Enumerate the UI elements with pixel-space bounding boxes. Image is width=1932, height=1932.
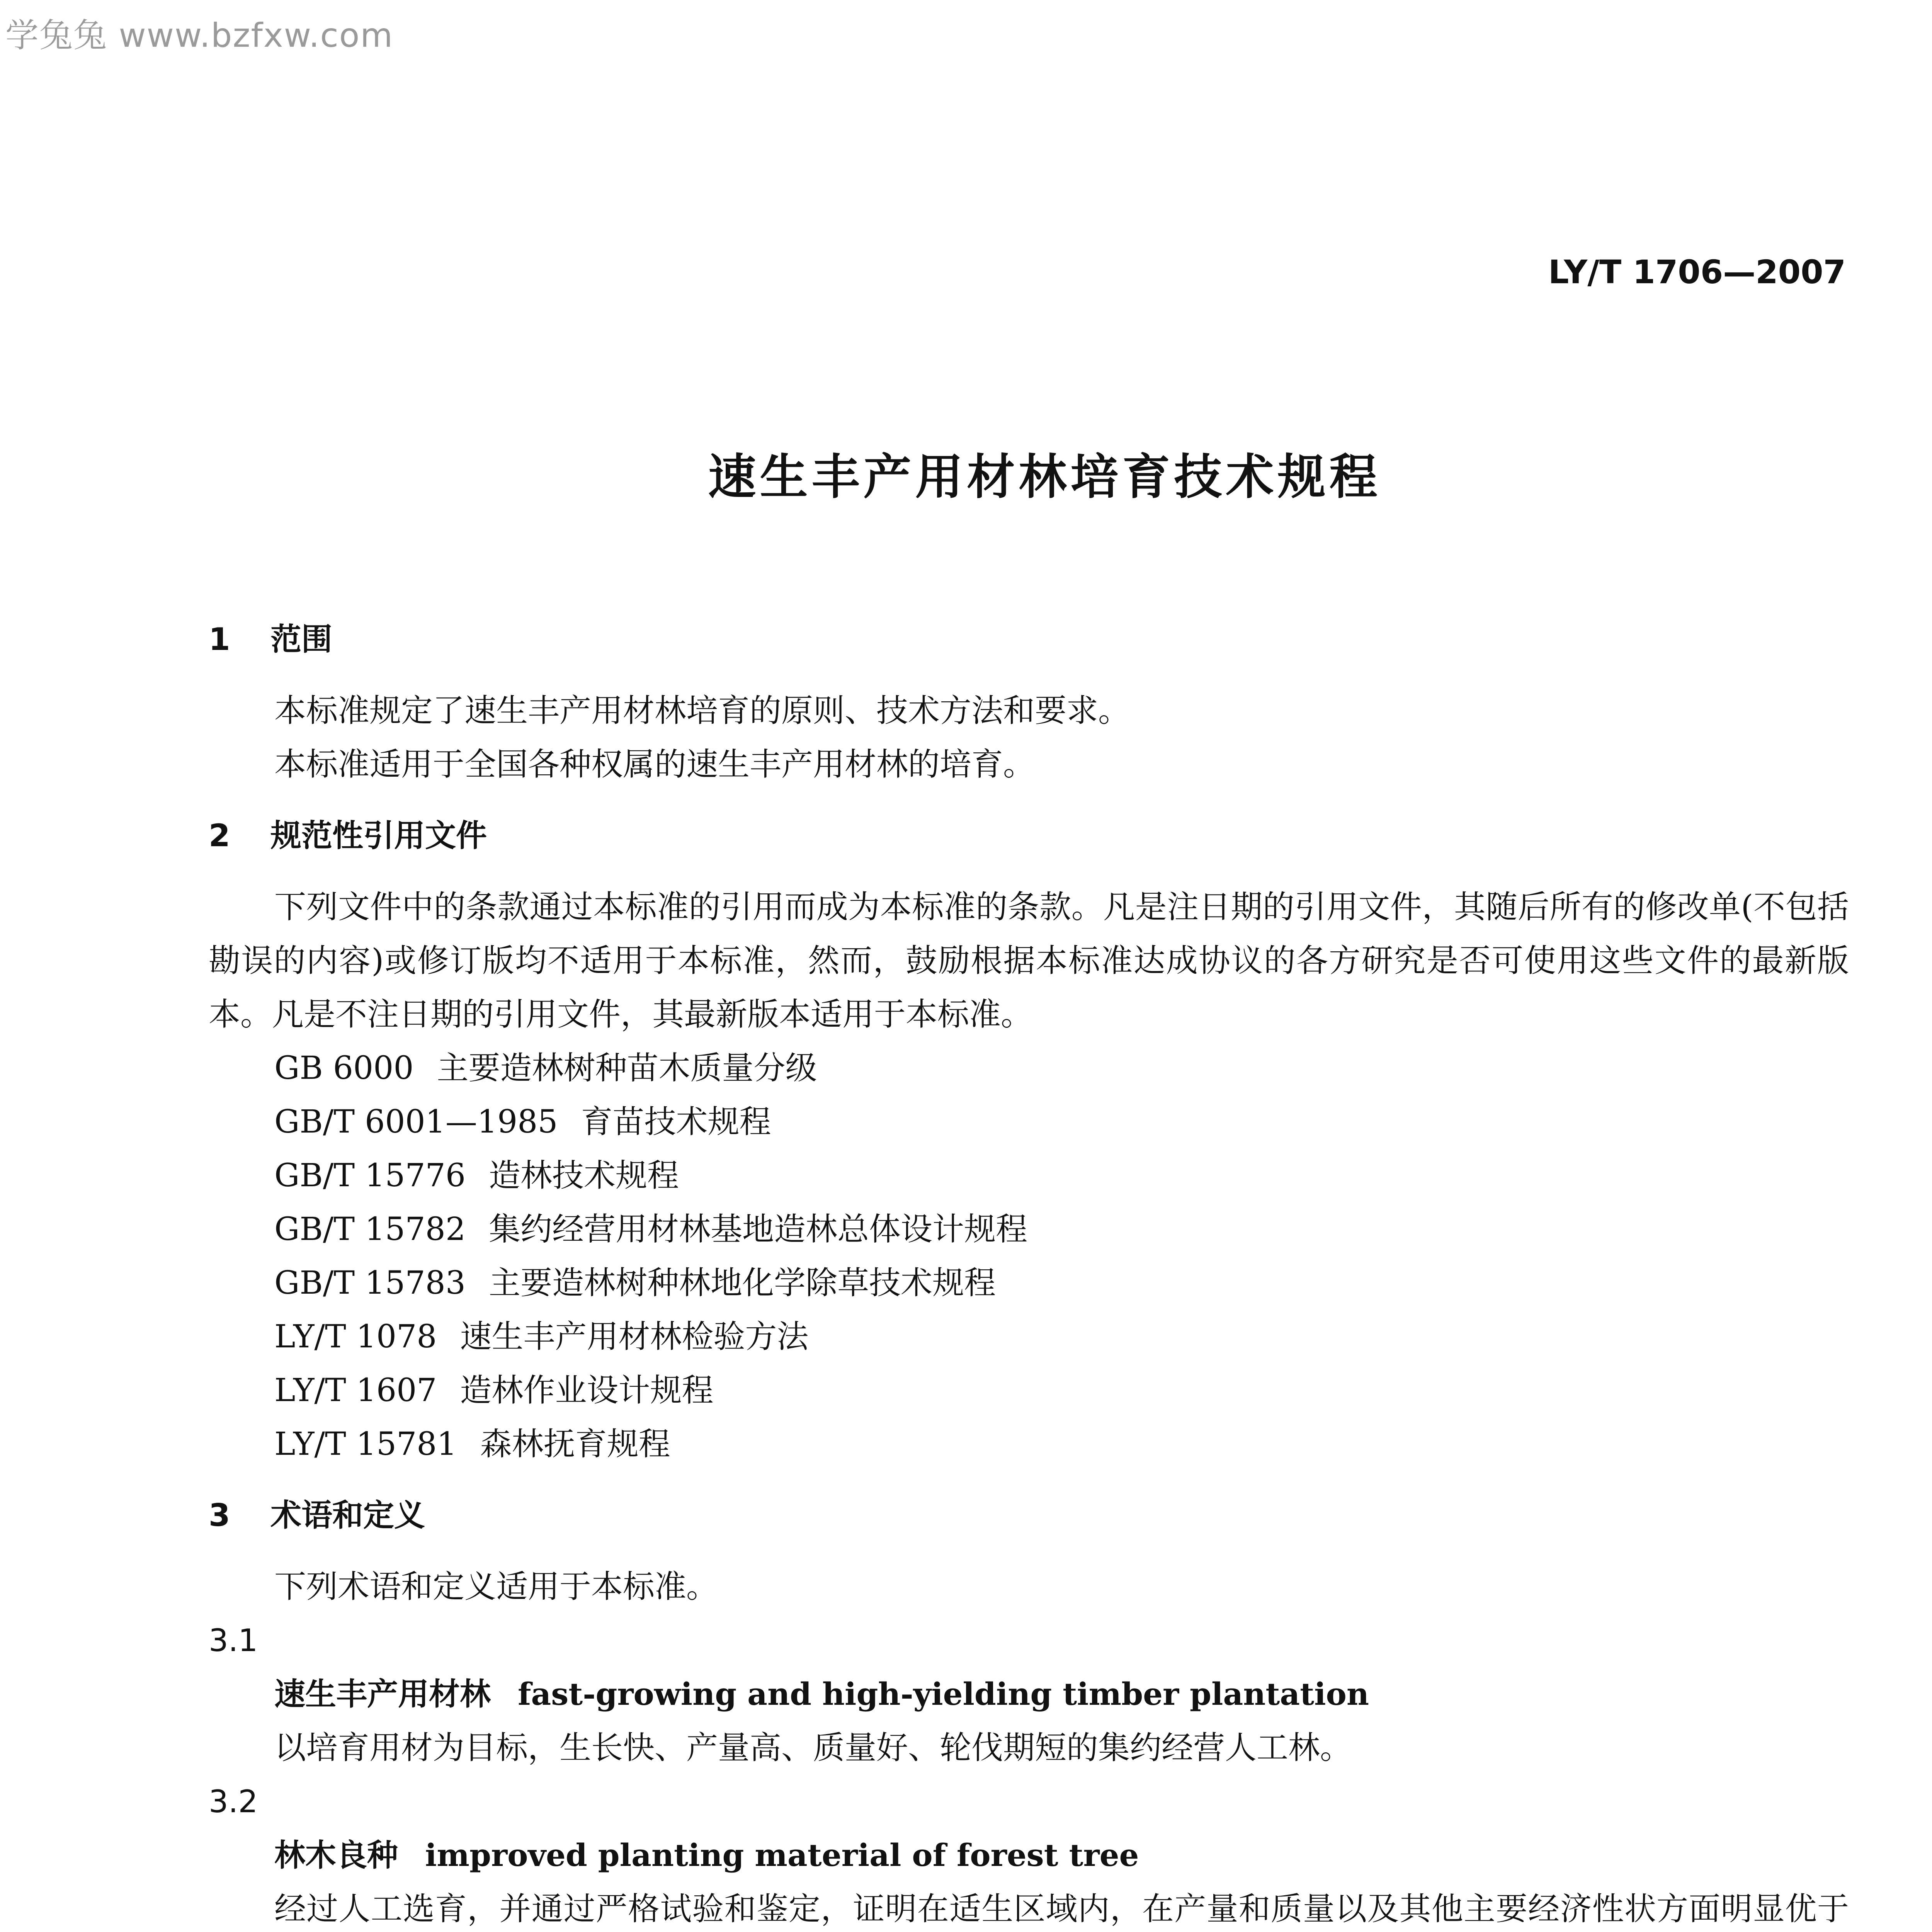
reference-code: GB/T 15776: [274, 1157, 466, 1194]
term-name: [209, 1828, 1849, 1882]
reference-title: 集约经营用材林基地造林总体设计规程: [489, 1211, 1028, 1248]
reference-item: [209, 1417, 1849, 1471]
reference-code: LY/T 1607: [274, 1372, 437, 1409]
reference-code: LY/T 15781: [274, 1426, 457, 1463]
section-heading: [209, 612, 1849, 667]
section-terms-and-definitions: [209, 1488, 1849, 1932]
reference-title: 造林技术规程: [489, 1157, 679, 1194]
reference-code: GB/T 15782: [274, 1211, 466, 1248]
reference-item: [209, 1364, 1849, 1417]
term-entry: [209, 1614, 1849, 1775]
reference-title: 速生丰产用材林检验方法: [460, 1318, 809, 1355]
section-title: 规范性引用文件: [270, 818, 487, 854]
term-name: [209, 1667, 1849, 1721]
document-body: [209, 612, 1849, 1932]
section-scope: [209, 612, 1849, 791]
section-number: 3: [209, 1497, 230, 1533]
term-number: 3.1: [209, 1622, 258, 1658]
paragraph: 下列术语和定义适用于本标准。: [274, 1568, 718, 1605]
reference-code: LY/T 1078: [274, 1318, 437, 1355]
document-title: 速生丰产用材林培育技术规程: [708, 449, 1381, 505]
reference-code: GB/T 15783: [274, 1265, 466, 1301]
term-definition: 经过人工选育，并通过严格试验和鉴定，证明在适生区域内，在产量和质量以及其他主要经济性状方面明显优于: [274, 1891, 1849, 1927]
reference-title: 造林作业设计规程: [460, 1372, 714, 1409]
term-definition: 以培育用材为目标，生长快、产量高、质量好、轮伐期短的集约经营人工林。: [274, 1730, 1352, 1766]
paragraph: 本标准规定了速生丰产用材林培育的原则、技术方法和要求。: [274, 692, 1130, 729]
term-en: fast-growing and high-yielding timber plantation: [518, 1676, 1369, 1712]
section-heading: [209, 809, 1849, 863]
term-entry: [209, 1775, 1849, 1932]
section-number: 1: [209, 621, 230, 657]
term-en: improved planting material of forest tree: [425, 1837, 1139, 1873]
reference-title: 主要造林树种林地化学除草技术规程: [489, 1265, 996, 1301]
reference-title: 育苗技术规程: [581, 1104, 771, 1140]
reference-item: [209, 1041, 1849, 1095]
section-heading: [209, 1488, 1849, 1543]
paragraph: 本标准适用于全国各种权属的速生丰产用材林的培育。: [274, 746, 1035, 783]
reference-item: [209, 1149, 1849, 1202]
term-zh: 林木良种: [274, 1837, 398, 1873]
watermark: 学兔兔 www.bzfxw.com: [5, 16, 394, 55]
reference-title: 森林抚育规程: [480, 1426, 670, 1463]
section-normative-references: [209, 809, 1849, 1471]
standard-number: LY/T 1706—2007: [1548, 253, 1846, 291]
section-number: 2: [209, 818, 230, 854]
term-zh: 速生丰产用材林: [274, 1676, 491, 1712]
reference-title: 主要造林树种苗木质量分级: [437, 1050, 817, 1087]
section-title: 术语和定义: [270, 1497, 425, 1533]
paragraph: 下列文件中的条款通过本标准的引用而成为本标准的条款。凡是注日期的引用文件，其随后所有的修改单(不包括勘误的内容)或修订版均不适用于本标准，然而，鼓励根据本标准达成协议的各方研究是否可使用这些文件的最新版本。凡是不注日期的引用文件，其最新版本适用于本标准。: [209, 889, 1849, 1033]
term-number: 3.2: [209, 1784, 258, 1820]
reference-item: [209, 1256, 1849, 1310]
reference-code: GB/T 6001—1985: [274, 1104, 558, 1140]
reference-item: [209, 1095, 1849, 1149]
reference-item: [209, 1310, 1849, 1364]
reference-code: GB 6000: [274, 1050, 414, 1087]
reference-item: [209, 1202, 1849, 1256]
section-title: 范围: [270, 621, 332, 657]
